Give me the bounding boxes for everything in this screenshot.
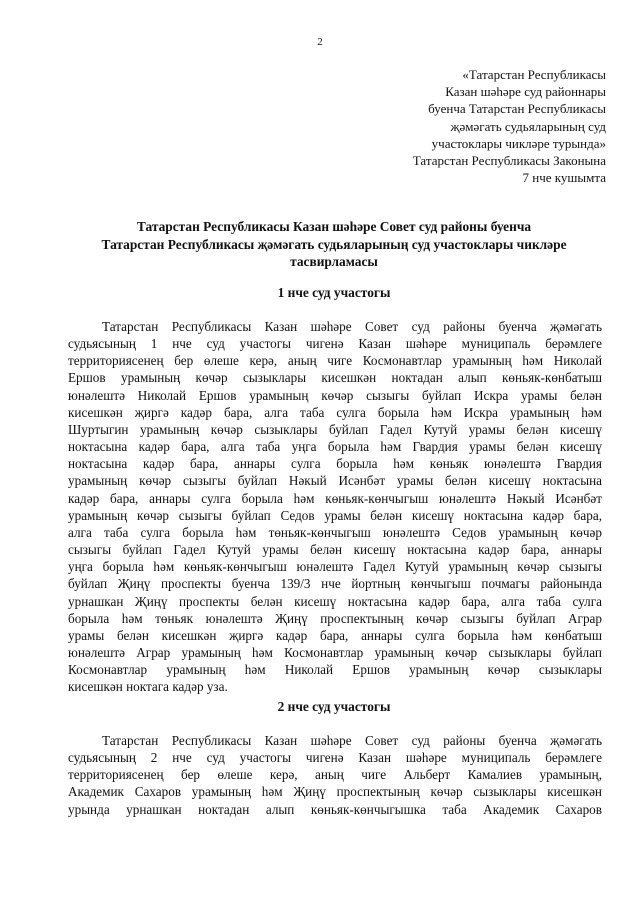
- text-line: юнәлештә Аграр урамының һәм Космонавтлар урамының көчәр сызыклары буйлап: [68, 644, 602, 660]
- header-line: Татарстан Республикасы Законына: [412, 153, 606, 169]
- title-line: тасвирламасы: [290, 254, 378, 269]
- text-line: ноктасына кадәр бара, алга таба уңга борыла һәм Гвардия урамы белән кисешү: [68, 439, 602, 455]
- title-line: Татарстан Республикасы Казан шәһәре Совет суд районы буенча: [136, 219, 532, 234]
- header-line: Казан шәһәре суд районнары: [445, 84, 606, 100]
- text-line: ноктасына кадәр бара, аннары сулга борыла һәм көньяк юнәлештә Гвардия: [68, 456, 602, 472]
- text-line: буйлап Җиңү проспекты буенча 139/3 нче йортның көнчыгыш почмагы районында: [68, 576, 602, 592]
- section-2-description: [68, 732, 602, 818]
- text-line: судьясының 1 нче суд участогы чигенә Казан шәһәре муниципаль берәмлеге: [68, 336, 602, 352]
- text-line: Татарстан Республикасы Казан шәһәре Совет суд районы буенча җәмәгать: [102, 319, 602, 334]
- text-line: Академик Сахаров урамының һәм Җиңү проспектының көчәр сызыклары кисешкән: [68, 784, 602, 800]
- header-line: участоклары чикләре турында»: [431, 135, 606, 151]
- text-line: кадәр бара, аннары сулга борыла һәм көньяк-көнчыгыш юнәлештә Нәкый Исәнбәт: [68, 490, 602, 506]
- text-line: борыла һәм төньяк юнәлештә Җиңү проспектының көчәр сызыгы буйлап Аграр: [68, 610, 602, 626]
- text-line: урамының көчәр сызыгы буйлап Седов урамы белән кисешү ноктасына кадәр бара,: [68, 507, 602, 523]
- text-line: территориясенең бер өлеше керә, аның чиге Космонавтлар урамының һәм Николай: [68, 353, 602, 369]
- page-number: 2: [317, 36, 323, 48]
- header-line: буенча Татарстан Республикасы: [428, 101, 606, 117]
- text-line: Космонавтлар урамының һәм Николай Ершов урамының көчәр сызыклары: [68, 662, 602, 678]
- text-line: Татарстан Республикасы Казан шәһәре Совет суд районы буенча җәмәгать: [102, 733, 602, 748]
- section-heading-2: 2 нче суд участогы: [277, 699, 391, 714]
- title-line: Татарстан Республикасы җәмәгать судьяларының суд участоклары чикләре: [101, 236, 567, 252]
- text-line: кисешкән ноктага кадәр уза.: [68, 679, 228, 695]
- text-line: кисешкән җиргә кадәр бара, алга таба сулга борыла һәм Искра урамының һәм: [68, 404, 602, 420]
- section-1-description: [68, 318, 602, 695]
- header-line: «Татарстан Республикасы: [462, 67, 606, 82]
- text-line: юнәлештә Николай Ершов урамының көчәр сызыгы буйлап Искра урамы белән: [68, 387, 602, 403]
- text-line: урнашкан Җиңү проспекты белән кисешү ноктасына кадәр бара, алга таба сулга: [68, 593, 602, 609]
- text-line: урамының көчәр сызыгы буйлап Нәкый Исәнбәт урамы белән кисешү ноктасына: [68, 473, 602, 489]
- text-line: урында урнашкан ноктадан алып көньяк-көнчыгышка таба Академик Сахаров: [68, 801, 602, 817]
- text-line: судьясының 2 нче суд участогы чигенә Казан шәһәре муниципаль берәмлеге: [68, 750, 602, 766]
- text-line: сызыгы буйлап Гадел Кутуй урамы белән кисешү ноктасына кадәр бара, аннары: [68, 542, 602, 558]
- document-title: [60, 218, 608, 271]
- text-line: Ершов урамының көчәр сызыклары кисешкән ноктадан алып көньяк-көнбатыш: [68, 370, 602, 386]
- text-line: уңга борыла һәм көньяк-көнчыгыш юнәлештә Гадел Кутуй урамының көчәр сызыгы: [68, 559, 602, 575]
- header-line: җәмәгать судьяларының суд: [450, 118, 606, 134]
- text-line: территориясенең бер өлеше керә, аның чиге Альберт Камалиев урамының,: [68, 767, 602, 783]
- text-line: урамы белән кисешкән җиргә кадәр бара, аннары сулга борыла һәм көнбатыш: [68, 627, 602, 643]
- text-line: Шуртыгин урамының көчәр сызыклары буйлап Гадел Кутуй урамы белән кисешү: [68, 421, 602, 437]
- header-line: 7 нче кушымта: [522, 170, 606, 186]
- law-annex-reference: [276, 66, 606, 186]
- text-line: алга таба сулга борыла һәм төньяк-көнчыгыш юнәлештә Седов урамының көчәр: [68, 524, 602, 540]
- section-heading-1: 1 нче суд участогы: [277, 285, 391, 300]
